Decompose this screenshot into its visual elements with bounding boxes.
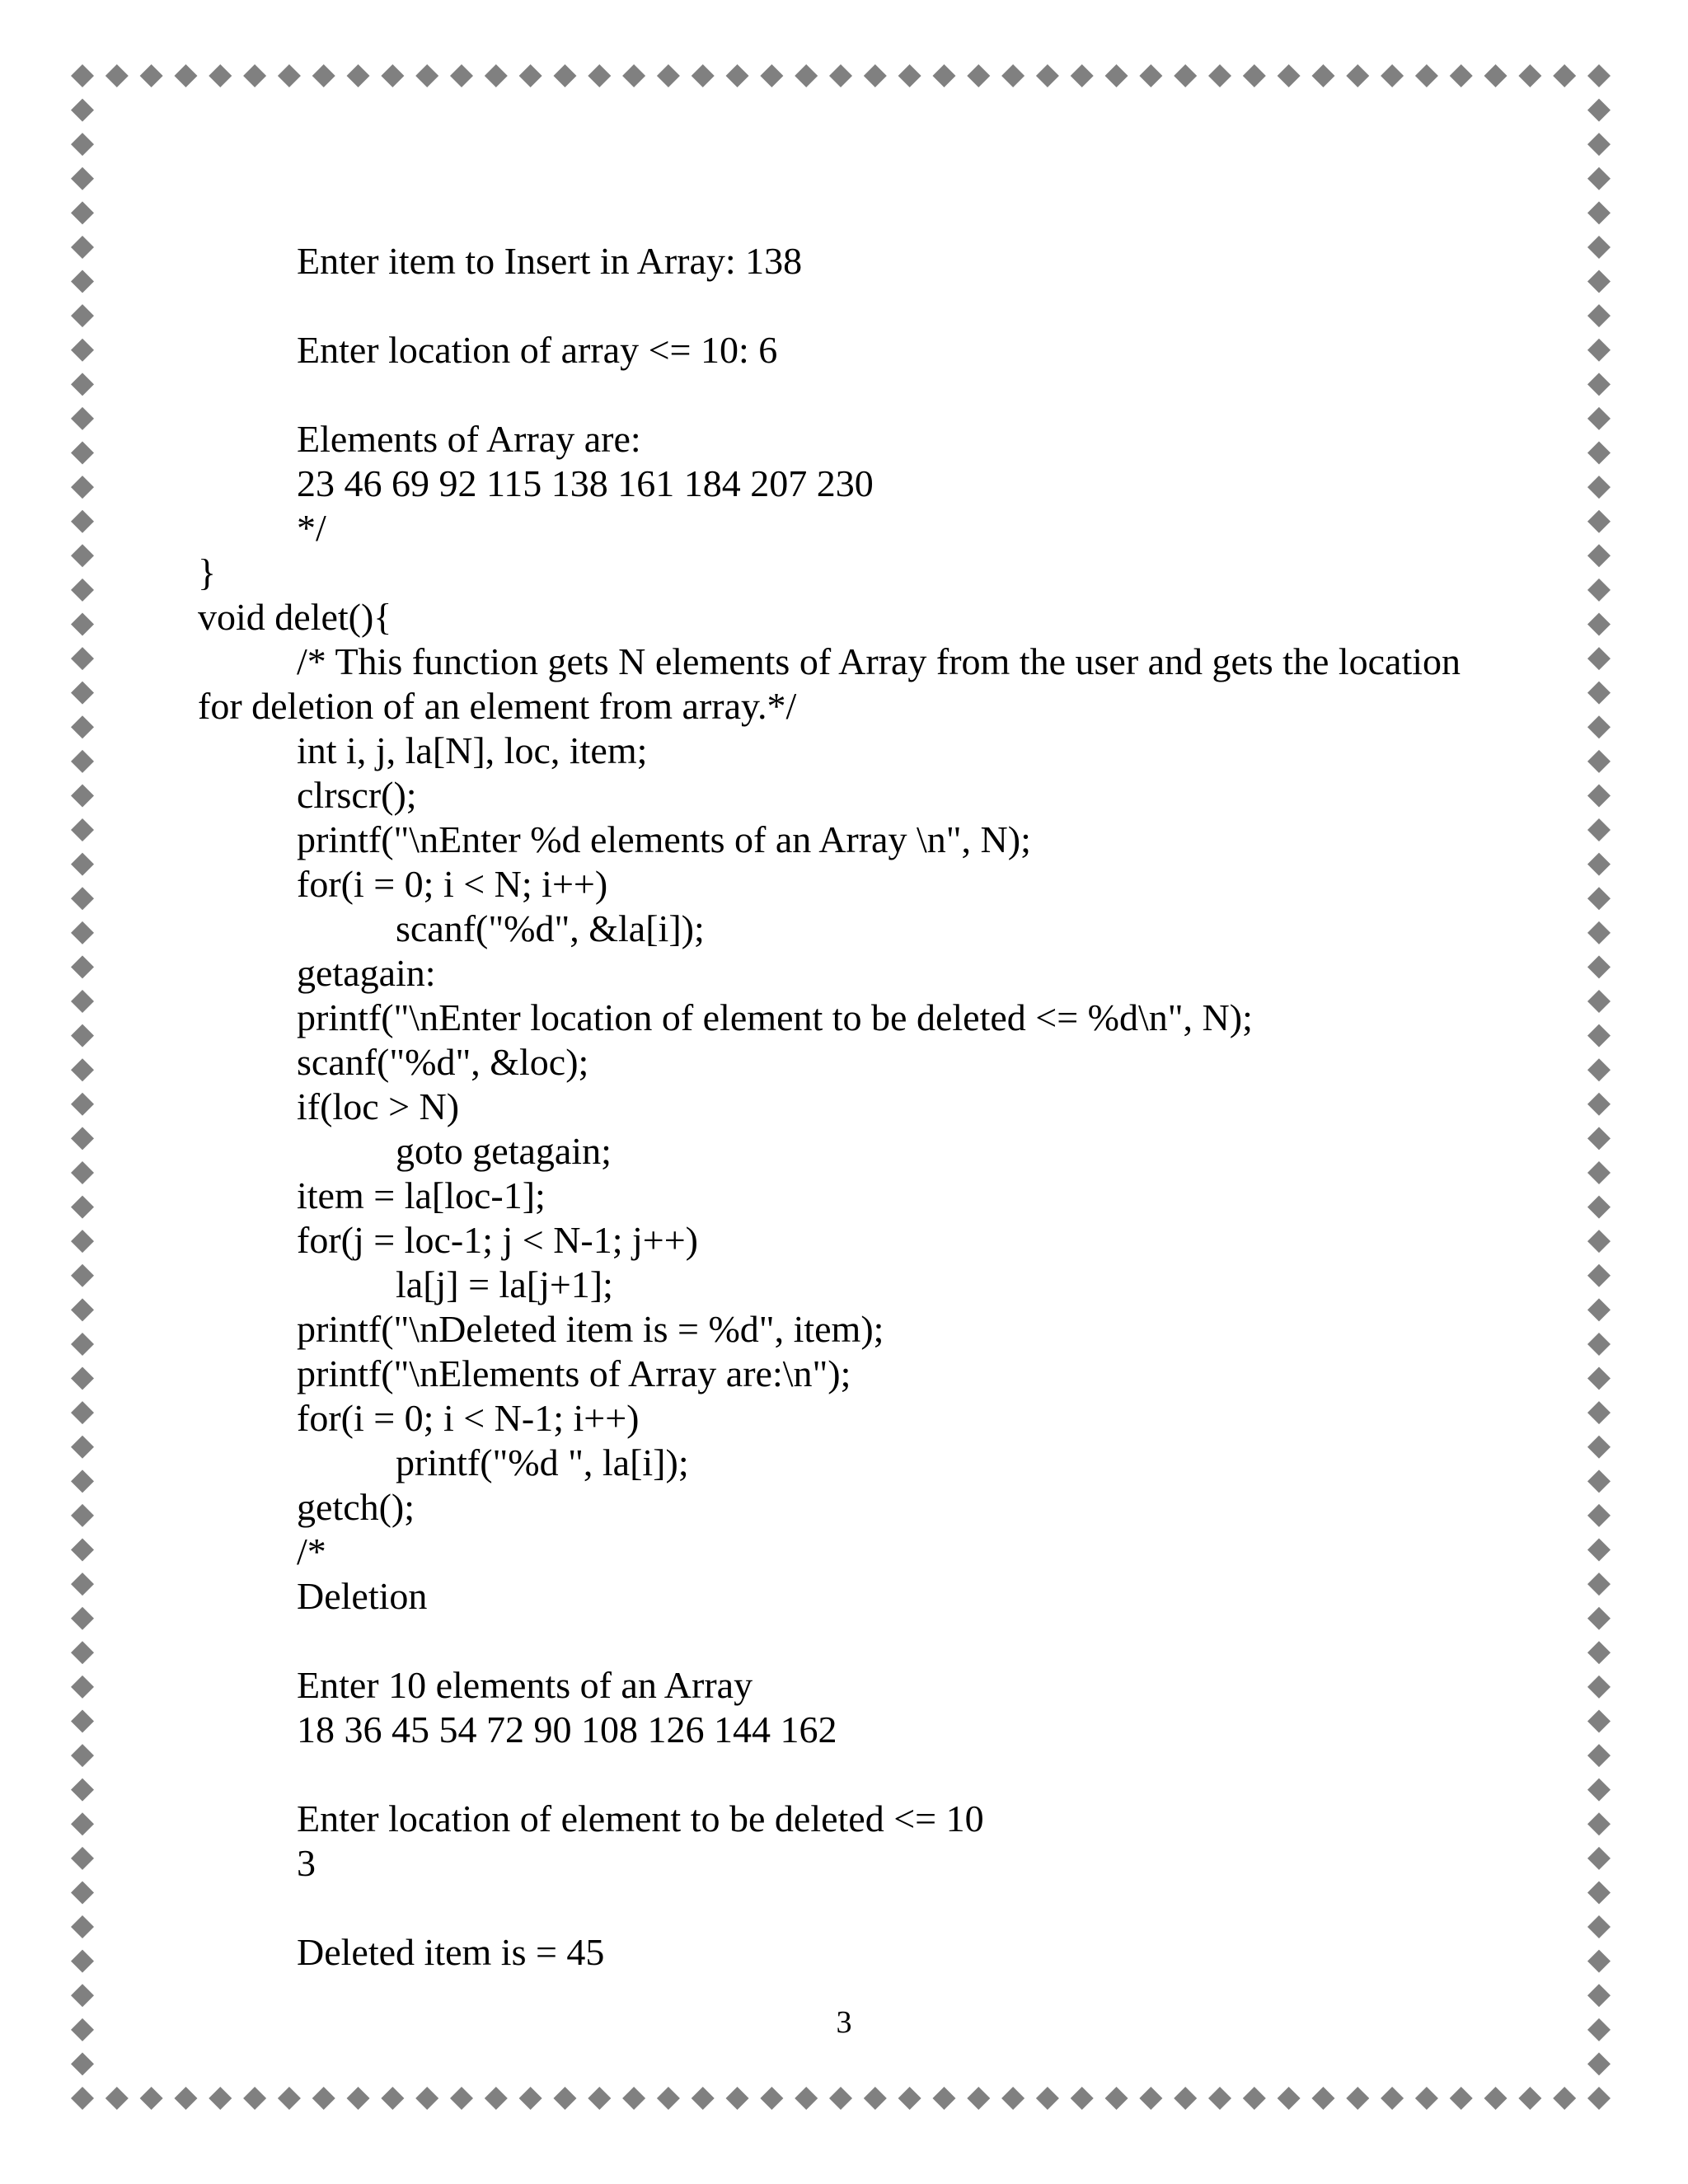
border-diamond-icon [71,544,94,567]
border-diamond-icon [898,64,921,87]
code-line: printf("%d ", la[i]); [396,1441,689,1483]
border-diamond-icon [898,2087,921,2110]
border-diamond-icon [1587,955,1611,978]
border-diamond-icon [174,64,197,87]
border-diamond-icon [71,1333,94,1356]
border-diamond-icon [71,1539,94,1562]
border-diamond-icon [1587,1161,1611,1184]
border-diamond-icon [1278,2087,1301,2110]
border-diamond-icon [415,64,438,87]
code-line: */ [297,507,326,549]
border-diamond-icon [71,1607,94,1630]
border-diamond-icon [1278,64,1301,87]
border-diamond-icon [1311,2087,1334,2110]
border-diamond-icon [71,818,94,841]
border-diamond-icon [1587,1127,1611,1150]
border-diamond-icon [1587,64,1611,87]
border-diamond-icon [71,1744,94,1767]
border-diamond-icon [209,64,232,87]
border-diamond-icon [1587,647,1611,670]
border-diamond-icon [1587,1333,1611,1356]
border-diamond-icon [1587,133,1611,156]
border-diamond-icon [932,64,955,87]
border-diamond-icon [106,64,129,87]
border-diamond-icon [1518,64,1541,87]
border-diamond-icon [71,1230,94,1253]
border-diamond-icon [1036,64,1059,87]
border-diamond-icon [1587,201,1611,224]
code-line: scanf("%d", &la[i]); [396,907,705,949]
border-diamond-icon [1587,544,1611,567]
border-diamond-icon [657,2087,680,2110]
border-diamond-icon [71,510,94,533]
border-diamond-icon [71,612,94,635]
border-diamond-icon [71,339,94,362]
border-diamond-icon [1587,407,1611,430]
border-diamond-icon [726,64,749,87]
border-diamond-icon [71,1264,94,1287]
border-diamond-icon [1587,853,1611,876]
border-diamond-icon [1587,1196,1611,1219]
border-diamond-icon [71,1504,94,1527]
code-line: Enter location of array <= 10: 6 [297,329,778,371]
border-diamond-icon [71,955,94,978]
code-line: printf("\nEnter location of element to be deleted <= %d\n", N); [297,996,1253,1038]
code-line: if(loc > N) [297,1085,460,1127]
border-diamond-icon [71,647,94,670]
border-diamond-icon [71,1161,94,1184]
border-diamond-icon [71,407,94,430]
border-diamond-icon [1587,476,1611,499]
border-diamond-icon [1587,1641,1611,1664]
code-line: } [198,551,217,593]
border-diamond-icon [71,784,94,807]
border-diamond-icon [1071,2087,1094,2110]
border-diamond-icon [588,64,611,87]
code-line: /* This function gets N elements of Array from the user and gets the location [297,640,1461,682]
code-line: goto getagain; [396,1130,612,1172]
border-diamond-icon [71,1058,94,1081]
border-diamond-icon [1208,64,1231,87]
border-diamond-icon [71,304,94,327]
code-line: printf("\nElements of Array are:\n"); [297,1352,851,1394]
border-diamond-icon [1587,1607,1611,1630]
border-diamond-icon [1587,2052,1611,2075]
border-diamond-icon [1105,64,1128,87]
border-diamond-icon [243,64,266,87]
border-diamond-icon [347,2087,370,2110]
border-diamond-icon [1587,1367,1611,1390]
border-diamond-icon [106,2087,129,2110]
border-diamond-icon [71,1641,94,1664]
border-diamond-icon [553,64,576,87]
code-line: getagain: [297,952,436,994]
border-diamond-icon [381,2087,404,2110]
border-diamond-icon [1587,1401,1611,1424]
border-diamond-icon [760,64,783,87]
border-diamond-icon [1484,2087,1507,2110]
border-diamond-icon [932,2087,955,2110]
border-diamond-icon [1071,64,1094,87]
border-diamond-icon [1450,2087,1473,2110]
border-diamond-icon [71,1436,94,1459]
border-diamond-icon [1174,2087,1197,2110]
code-line: Deleted item is = 45 [297,1931,605,1973]
border-diamond-icon [1139,2087,1162,2110]
border-diamond-icon [553,2087,576,2110]
border-diamond-icon [726,2087,749,2110]
border-diamond-icon [795,64,818,87]
border-diamond-icon [1587,339,1611,362]
border-diamond-icon [1450,64,1473,87]
border-diamond-icon [657,64,680,87]
code-line: /* [297,1530,326,1572]
border-diamond-icon [71,682,94,705]
border-diamond-icon [1587,921,1611,944]
border-diamond-icon [71,133,94,156]
border-diamond-icon [1587,1572,1611,1596]
border-diamond-icon [71,750,94,773]
border-diamond-icon [140,2087,163,2110]
border-diamond-icon [1587,579,1611,602]
border-diamond-icon [1105,2087,1128,2110]
border-diamond-icon [1553,64,1576,87]
code-line [198,284,1517,328]
border-diamond-icon [864,2087,887,2110]
border-diamond-icon [1587,1298,1611,1321]
border-diamond-icon [71,201,94,224]
border-diamond-icon [71,887,94,910]
border-diamond-icon [312,64,335,87]
border-diamond-icon [71,1093,94,1116]
border-diamond-icon [1346,64,1369,87]
border-diamond-icon [71,1298,94,1321]
border-diamond-icon [312,2087,335,2110]
border-diamond-icon [71,579,94,602]
border-diamond-icon [71,1950,94,1973]
border-diamond-icon [381,64,404,87]
border-diamond-icon [485,64,508,87]
code-line: for(j = loc-1; j < N-1; j++) [297,1219,698,1261]
border-diamond-icon [519,64,542,87]
border-diamond-icon [1208,2087,1231,2110]
border-diamond-icon [71,990,94,1013]
border-diamond-icon [174,2087,197,2110]
border-diamond-icon [71,1572,94,1596]
border-diamond-icon [71,1675,94,1699]
border-diamond-icon [1587,1950,1611,1973]
border-diamond-icon [485,2087,508,2110]
border-diamond-icon [415,2087,438,2110]
border-diamond-icon [1587,1093,1611,1116]
border-diamond-icon [1311,64,1334,87]
border-diamond-icon [71,1024,94,1047]
border-diamond-icon [829,64,852,87]
border-diamond-icon [1587,1779,1611,1802]
code-line: scanf("%d", &loc); [297,1041,589,1083]
border-diamond-icon [71,1881,94,1904]
border-diamond-icon [450,2087,473,2110]
border-diamond-icon [1174,64,1197,87]
border-diamond-icon [1587,1504,1611,1527]
border-diamond-icon [1587,236,1611,259]
border-diamond-icon [71,476,94,499]
code-line: 3 [297,1842,316,1884]
border-diamond-icon [1381,2087,1404,2110]
border-diamond-icon [71,1709,94,1732]
border-diamond-icon [519,2087,542,2110]
code-line: clrscr(); [297,774,417,816]
border-diamond-icon [1001,2087,1025,2110]
border-diamond-icon [1587,784,1611,807]
border-diamond-icon [1587,1812,1611,1835]
code-line: Enter item to Insert in Array: 138 [297,240,803,282]
code-line: Enter 10 elements of an Array [297,1664,753,1706]
border-diamond-icon [209,2087,232,2110]
border-diamond-icon [71,442,94,465]
border-diamond-icon [1587,373,1611,396]
border-diamond-icon [1415,2087,1438,2110]
border-diamond-icon [1415,64,1438,87]
border-diamond-icon [1484,64,1507,87]
border-diamond-icon [71,2087,94,2110]
code-line: Elements of Array are: [297,418,641,460]
border-diamond-icon [71,853,94,876]
border-diamond-icon [278,2087,301,2110]
code-line: int i, j, la[N], loc, item; [297,729,648,771]
border-diamond-icon [1139,64,1162,87]
border-diamond-icon [1243,64,1266,87]
code-line [198,1886,1517,1930]
border-diamond-icon [1587,1709,1611,1732]
code-line: item = la[loc-1]; [297,1174,546,1216]
border-diamond-icon [795,2087,818,2110]
code-line: Deletion [297,1575,428,1617]
border-diamond-icon [71,1401,94,1424]
border-diamond-icon [1518,2087,1541,2110]
border-diamond-icon [1587,682,1611,705]
border-diamond-icon [1587,442,1611,465]
code-line [198,1752,1517,1797]
border-diamond-icon [71,1812,94,1835]
code-line: printf("\nDeleted item is = %d", item); [297,1308,884,1350]
border-diamond-icon [967,2087,990,2110]
page-number: 3 [836,2005,852,2040]
code-line: void delet(){ [198,596,392,638]
border-diamond-icon [1587,1675,1611,1699]
border-diamond-icon [71,2052,94,2075]
border-diamond-icon [1381,64,1404,87]
border-diamond-icon [1001,64,1025,87]
code-line: for(i = 0; i < N; i++) [297,863,608,905]
border-diamond-icon [71,1915,94,1938]
code-line: for deletion of an element from array.*/ [198,685,797,727]
border-diamond-icon [1587,167,1611,190]
border-diamond-icon [1346,2087,1369,2110]
code-line: getch(); [297,1486,415,1528]
border-diamond-icon [1243,2087,1266,2110]
border-diamond-icon [1587,1058,1611,1081]
border-diamond-icon [1587,1024,1611,1047]
border-diamond-icon [864,64,887,87]
border-diamond-icon [829,2087,852,2110]
border-diamond-icon [622,64,645,87]
border-diamond-icon [71,1367,94,1390]
border-diamond-icon [1587,2087,1611,2110]
border-diamond-icon [692,64,715,87]
border-diamond-icon [1587,270,1611,293]
border-diamond-icon [450,64,473,87]
border-diamond-icon [71,1847,94,1870]
border-diamond-icon [967,64,990,87]
border-diamond-icon [1587,612,1611,635]
border-diamond-icon [1587,1230,1611,1253]
border-diamond-icon [1587,1744,1611,1767]
border-diamond-icon [1587,715,1611,738]
border-diamond-icon [622,2087,645,2110]
code-line [198,373,1517,417]
border-diamond-icon [1587,304,1611,327]
border-diamond-icon [71,99,94,122]
border-diamond-icon [1587,1881,1611,1904]
border-diamond-icon [1587,99,1611,122]
border-diamond-icon [1587,1264,1611,1287]
border-diamond-icon [1587,990,1611,1013]
code-line: la[j] = la[j+1]; [396,1263,613,1305]
border-diamond-icon [1587,510,1611,533]
border-diamond-icon [71,373,94,396]
border-diamond-icon [71,1127,94,1150]
border-diamond-icon [278,64,301,87]
border-diamond-icon [71,715,94,738]
border-diamond-icon [1587,1847,1611,1870]
border-diamond-icon [1587,1915,1611,1938]
border-diamond-icon [1587,1436,1611,1459]
border-diamond-icon [71,64,94,87]
code-line: 23 46 69 92 115 138 161 184 207 230 [297,462,874,504]
border-diamond-icon [243,2087,266,2110]
border-diamond-icon [71,1196,94,1219]
border-diamond-icon [71,236,94,259]
border-diamond-icon [760,2087,783,2110]
border-diamond-icon [1587,818,1611,841]
border-diamond-icon [1587,1469,1611,1493]
border-diamond-icon [1587,1539,1611,1562]
border-diamond-icon [692,2087,715,2110]
border-diamond-icon [140,64,163,87]
code-listing [198,239,1517,1975]
border-diamond-icon [347,64,370,87]
border-diamond-icon [71,167,94,190]
border-diamond-icon [1587,750,1611,773]
border-diamond-icon [588,2087,611,2110]
border-diamond-icon [1036,2087,1059,2110]
border-diamond-icon [71,921,94,944]
border-diamond-icon [71,1779,94,1802]
code-line [198,1619,1517,1663]
border-diamond-icon [71,270,94,293]
code-line: Enter location of element to be deleted <= 10 [297,1797,984,1840]
border-diamond-icon [1587,887,1611,910]
border-diamond-icon [1553,2087,1576,2110]
border-diamond-icon [71,1469,94,1493]
code-line: printf("\nEnter %d elements of an Array \n", N); [297,818,1031,860]
code-line: 18 36 45 54 72 90 108 126 144 162 [297,1708,837,1750]
code-line: for(i = 0; i < N-1; i++) [297,1397,640,1439]
